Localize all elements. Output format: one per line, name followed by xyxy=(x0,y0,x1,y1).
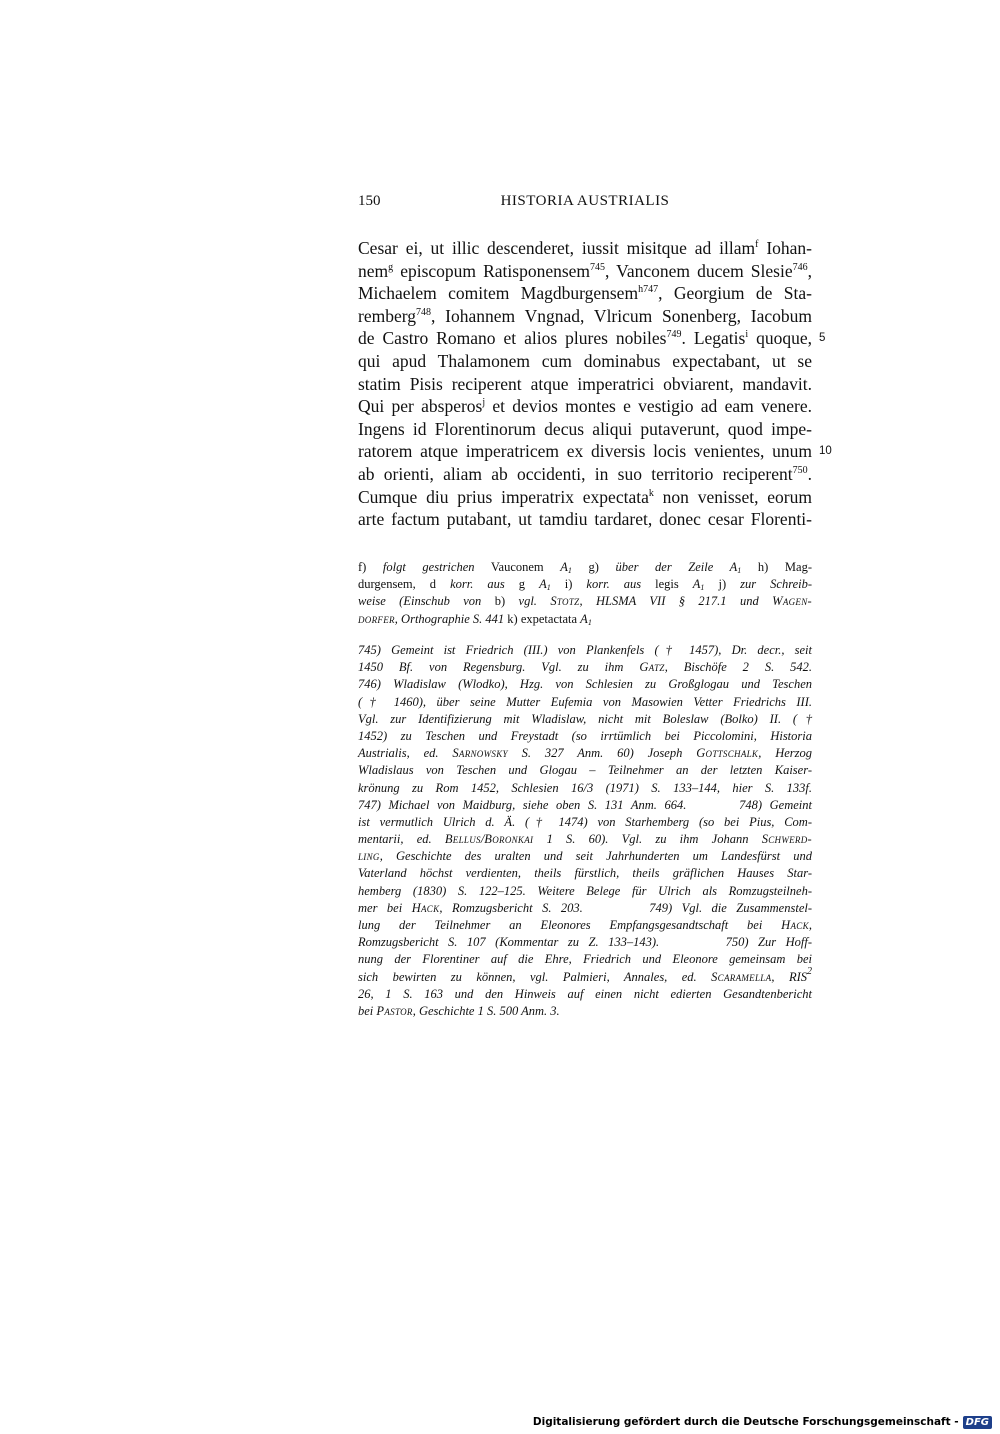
line-number: 5 xyxy=(819,332,826,345)
note-line: ling, Geschichte des uralten und seit Jahrhunderten um Landesfürst und xyxy=(358,849,812,864)
note-line: Vgl. zur Identifizierung mit Wladislaw, nicht mit Boleslaw (Bolko) II. († xyxy=(358,711,812,726)
note-line: 1452) zu Teschen und Freystadt (so irrtümlich bei Piccolomini, Historia xyxy=(358,728,812,743)
note-line: Austrialis, ed. Sarnowsky S. 327 Anm. 60) Joseph Gottschalk, Herzog xyxy=(358,746,813,761)
text-line: ratorem atque imperatricem ex diversis locis venientes, unum 10 xyxy=(358,441,832,462)
main-text xyxy=(358,237,832,531)
apparatus-line: f) folgt gestrichen Vauconem $A_1$ g) über der Zeile $A_1$ h) Mag- xyxy=(358,560,812,575)
note-line: 746) Wladislaw (Wlodko), Hzg. von Schlesien zu Großglogau und Teschen xyxy=(358,677,812,692)
running-title: HISTORIA AUSTRIALIS xyxy=(500,193,670,209)
apparatus-line: weise (Einschub von b) vgl. Stotz, HLSMA VII § 217.1 und Wagen- xyxy=(358,594,812,609)
apparatus-line: durgensem, d korr. aus g $A_1$ i) korr. aus legis $A_1$ j) zur Schreib- xyxy=(358,577,813,593)
apparatus-line: dorfer, Orthographie S. 441 k) expetactata $A_1$ xyxy=(358,611,592,627)
text-line: Cesar ei, ut illic descenderet, iussit misitque ad illam$^f$ Iohan- xyxy=(358,238,812,258)
note-line: Wladislaus von Teschen und Glogau – Teilnehmer an der letzten Kaiser- xyxy=(358,763,812,778)
note-line: 26, 1 S. 163 und den Hinweis auf einen nicht edierten Gesandtenbericht xyxy=(358,986,812,1001)
note-line: Romzugsbericht S. 107 (Kommentar zu Z. 133–143). 750) Zur Hoff- xyxy=(358,935,812,950)
text-line: arte factum putabant, ut tamdiu tardaret, donec cesar Florenti- xyxy=(358,509,812,530)
note-line: mer bei Hack, Romzugsbericht S. 203. 749) Vgl. die Zusammenstel- xyxy=(358,900,812,915)
note-line: bei Pastor, Geschichte 1 S. 500 Anm. 3. xyxy=(358,1003,560,1018)
text-line: Cumque diu prius imperatrix expectata$^k$ non venisset, eorum xyxy=(358,486,812,507)
text-line: ab orienti, aliam ab occidenti, in suo territorio reciperent$^{750}$. xyxy=(358,463,812,484)
page-number: 150 xyxy=(358,193,381,209)
dfg-footer xyxy=(533,1412,992,1432)
text-line: statim Pisis reciperent atque imperatrici obviarent, mandavit. xyxy=(358,373,812,394)
note-line: ist vermutlich Ulrich d. Ä. († 1474) von Starhemberg (so bei Pius, Com- xyxy=(358,814,812,829)
note-line: († 1460), über seine Mutter Eufemia von Masowien Vetter Friedrichs III. xyxy=(358,694,812,709)
note-line: mentarii, ed. Bellus/Boronkai 1 S. 60). Vgl. zu ihm Johann Schwerd- xyxy=(358,832,812,847)
critical-apparatus xyxy=(358,559,812,628)
commentary-notes xyxy=(358,642,812,1020)
text-line: de Castro Romano et alios plures nobiles$^{749}$. Legatis$^i$ quoque, 5 xyxy=(358,328,826,349)
text-line: remberg$^{748}$, Iohannem Vngnad, Vlricum Sonenberg, Iacobum xyxy=(358,305,812,326)
text-line: Ingens id Florentinorum decus aliqui putaverunt, quod impe- xyxy=(358,418,812,439)
note-line: 745) Gemeint ist Friedrich (III.) von Plankenfels († 1457), Dr. decr., seit xyxy=(358,643,812,657)
note-line: lung der Teilnehmer an Eleonores Empfangsgesandtschaft bei Hack, xyxy=(358,918,812,932)
line-number: 10 xyxy=(819,445,832,458)
text-line: Michaelem comitem Magdburgensem$^{h747}$, Georgium de Sta- xyxy=(358,283,812,304)
text-line: Qui per absperos$^j$ et devios montes e vestigio ad eam venere. xyxy=(358,396,812,417)
note-line: 747) Michael von Maidburg, siehe oben S. 131 Anm. 664. 748) Gemeint xyxy=(358,797,812,812)
note-line: 1450 Bf. von Regensburg. Vgl. zu ihm Gatz, Bischöfe 2 S. 542. xyxy=(358,660,812,675)
text-line: nem$^g$ episcopum Ratisponensem$^{745}$, Vanconem ducem Slesie$^{746}$, xyxy=(358,260,812,281)
note-line: nung der Florentiner auf die Ehre, Friedrich und Eleonore gemeinsam bei xyxy=(358,952,812,967)
footer-text: Digitalisierung gefördert durch die Deutsche Forschungsgemeinschaft - xyxy=(532,1416,959,1428)
note-line: sich bewirten zu können, vgl. Palmieri, Annales, ed. Scaramella, RIS$^2$ xyxy=(358,965,812,984)
dfg-logo: DFG xyxy=(963,1416,992,1429)
note-line: krönung zu Rom 1452, Schlesien 16/3 (1971) S. 133–144, hier S. 133f. xyxy=(358,780,812,795)
note-line: hemberg (1830) S. 122–125. Weitere Belege für Ulrich als Romzugsteilneh- xyxy=(358,883,812,898)
text-line: qui apud Thalamonem cum dominabus expectabant, ut se xyxy=(358,350,812,371)
note-line: Vaterland höchst verdienten, theils fürstlich, theils gräflichen Hauses Star- xyxy=(358,866,812,881)
